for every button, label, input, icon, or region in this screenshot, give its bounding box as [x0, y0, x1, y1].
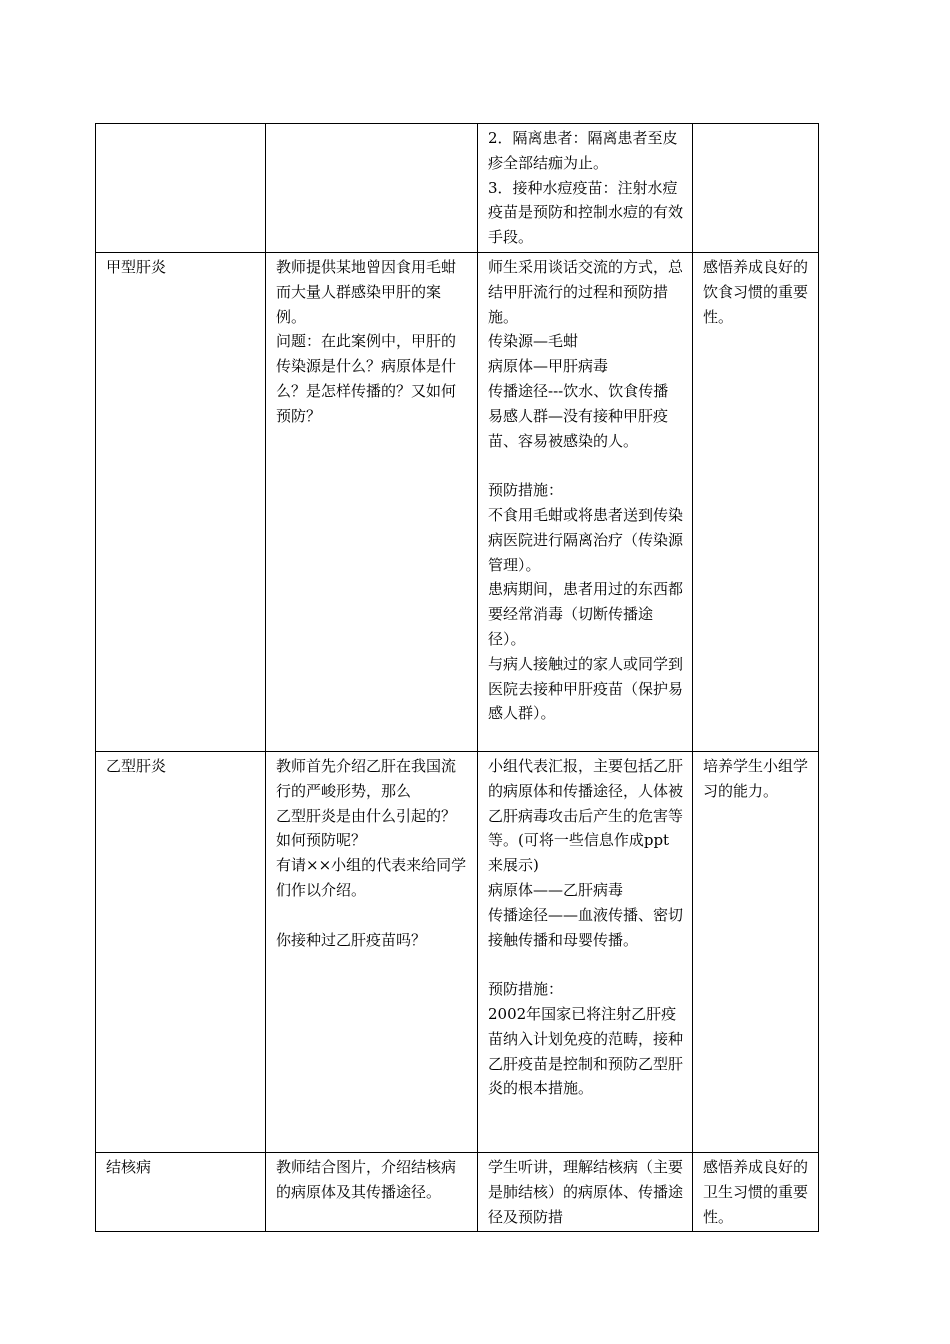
- goal-cell: [693, 751, 819, 1152]
- topic-text: 结核病: [106, 1157, 152, 1176]
- student-paragraph: 病原体——乙肝病毒: [488, 880, 624, 899]
- teacher-paragraph: 有请××小组的代表来给同学们作以介绍。: [276, 856, 467, 899]
- table-row: [96, 124, 819, 253]
- table-row: [96, 751, 819, 1152]
- teacher-activity-cell: [266, 1152, 478, 1231]
- student-paragraph: 不食用毛蚶或将患者送到传染病医院进行隔离治疗（传染源管理）。: [488, 505, 684, 574]
- table-row: [96, 1152, 819, 1231]
- student-paragraph: 患病期间，患者用过的东西都要经常消毒（切断传播途径）。: [488, 580, 684, 648]
- topic-cell: [96, 124, 266, 253]
- goal-text: 感悟养成良好的卫生习惯的重要性。: [703, 1157, 809, 1226]
- paragraph-gap: [276, 903, 469, 928]
- teacher-paragraph: 你接种过乙肝疫苗吗？: [276, 930, 427, 949]
- student-paragraph: 传染源—毛蚶: [488, 332, 579, 351]
- teacher-paragraph: 问题：在此案例中，甲肝的传染源是什么？病原体是什么？是怎样传播的？又如何预防？: [276, 332, 457, 425]
- teacher-paragraph: 乙型肝炎是由什么引起的？如何预防呢？: [276, 806, 457, 850]
- teacher-paragraph: 教师结合图片，介绍结核病的病原体及其传播途径。: [276, 1157, 457, 1201]
- topic-text: 甲型肝炎: [106, 257, 167, 276]
- paragraph-gap: [488, 453, 684, 478]
- goal-cell: [693, 252, 819, 751]
- student-activity-cell: [478, 751, 693, 1152]
- teacher-paragraph: 教师首先介绍乙肝在我国流行的严峻形势，那么: [276, 756, 457, 800]
- goal-cell: [693, 124, 819, 253]
- student-paragraph: 学生听讲，理解结核病（主要是肺结核）的病原体、传播途径及预防措: [488, 1157, 684, 1226]
- student-paragraph: 师生采用谈话交流的方式，总结甲肝流行的过程和预防措施。: [488, 257, 684, 326]
- table-row: [96, 252, 819, 751]
- student-paragraph: 易感人群—没有接种甲肝疫苗、容易被感染的人。: [488, 406, 669, 450]
- student-paragraph: 传播途径——血液传播、密切接触传播和母婴传播。: [488, 905, 684, 949]
- student-paragraph: 2．隔离患者：隔离患者至皮疹全部结痂为止。: [488, 129, 678, 172]
- student-paragraph: 预防措施：: [488, 980, 564, 999]
- student-paragraph: 2002年国家已将注射乙肝疫苗纳入计划免疫的范畴，接种乙肝疫苗是控制和预防乙型肝炎的根本措施。: [488, 1004, 684, 1098]
- goal-cell: [693, 1152, 819, 1231]
- topic-cell: [96, 751, 266, 1152]
- topic-cell: [96, 252, 266, 751]
- teacher-activity-cell: [266, 124, 478, 253]
- goal-text: 培养学生小组学习的能力。: [703, 756, 809, 800]
- goal-text: 感悟养成良好的饮食习惯的重要性。: [703, 257, 809, 326]
- student-paragraph: 与病人接触过的家人或同学到医院去接种甲肝疫苗（保护易感人群）。: [488, 654, 684, 723]
- lesson-plan-table-wrapper: [95, 123, 818, 1232]
- table-body: [96, 124, 819, 1232]
- teacher-activity-cell: [266, 252, 478, 751]
- student-paragraph: 预防措施：: [488, 481, 564, 500]
- student-activity-cell: [478, 252, 693, 751]
- paragraph-gap: [488, 952, 684, 977]
- student-activity-cell: [478, 1152, 693, 1231]
- teacher-activity-cell: [266, 751, 478, 1152]
- student-paragraph: 3．接种水痘疫苗：注射水痘疫苗是预防和控制水痘的有效手段。: [488, 178, 684, 247]
- topic-cell: [96, 1152, 266, 1231]
- teacher-paragraph: 教师提供某地曾因食用毛蚶而大量人群感染甲肝的案例。: [276, 257, 457, 326]
- topic-text: 乙型肝炎: [106, 756, 167, 775]
- student-paragraph: 病原体—甲肝病毒: [488, 357, 609, 376]
- student-paragraph: 小组代表汇报，主要包括乙肝的病原体和传播途径，人体被乙肝病毒攻击后产生的危害等等。(可将一些信息作成ppt来展示): [488, 756, 684, 875]
- student-paragraph: 传播途径---饮水、饮食传播: [488, 381, 669, 400]
- student-activity-cell: [478, 124, 693, 253]
- lesson-plan-table: [95, 123, 819, 1232]
